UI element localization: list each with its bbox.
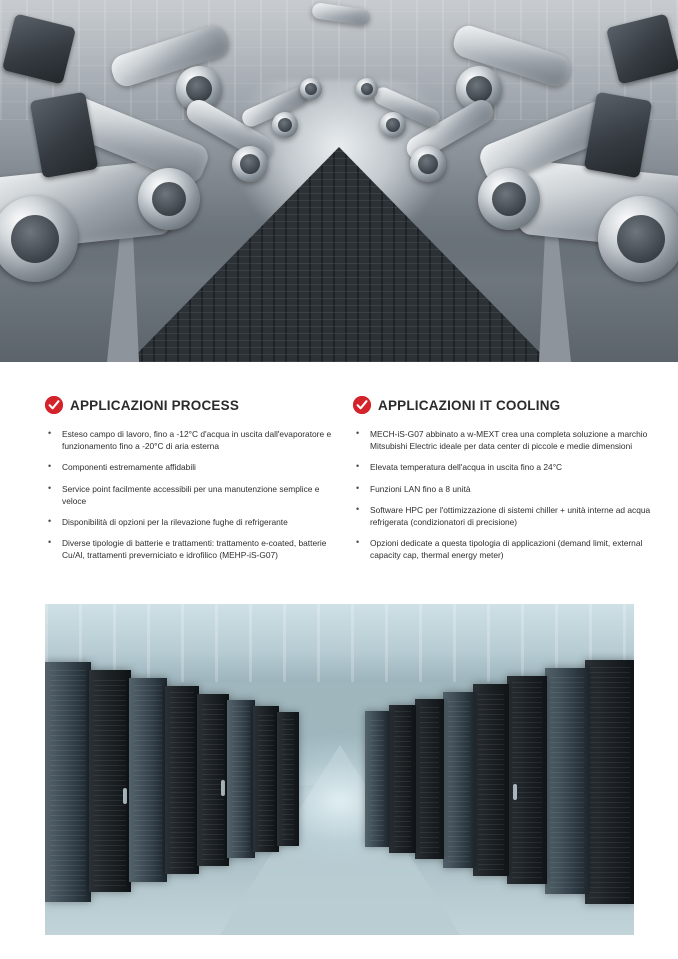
list-item: • Funzioni LAN fino a 8 unità [353,483,653,495]
server-rack-left-5 [197,694,229,866]
rack-vents [170,692,194,868]
rack-vents [512,682,542,878]
list-item: • Service point facilmente accessibili per una manutenzione semplice e veloce [45,483,335,507]
robot-joint-right-5 [380,112,406,138]
server-rack-right-2 [545,668,589,894]
rack-vents [134,684,162,876]
server-rack-right-3 [507,676,547,884]
robot-joint-left-5 [272,112,298,138]
list-item: • Diverse tipologie di batterie e trattamenti: trattamento e-coated, batterie Cu/Al, trattamenti preverniciato e idrofilico (MEHP-iS-G07) [45,537,335,561]
server-rack-right-7 [389,705,416,853]
list-item: • MECH-iS-G07 abbinato a w-MEXT crea una completa soluzione a marchio Mitsubishi Electric ideale per data center di piccole e medie dimensioni [353,428,653,452]
rack-vents [94,676,126,886]
robot-joint-right-2 [478,168,540,230]
section-title: APPLICAZIONI PROCESS [70,397,240,413]
rack-vents [370,717,384,841]
server-rack-right-8 [365,711,389,847]
robot-joint-right-1 [598,196,678,282]
server-rack-right-6 [415,699,444,859]
server-rack-right-1 [585,660,634,904]
bullet-list-it-cooling [353,428,653,562]
server-rack-left-2 [89,670,131,892]
rack-vents [282,718,294,840]
server-rack-left-6 [227,700,255,858]
rack-vents [394,711,411,847]
section-title: APPLICAZIONI IT COOLING [378,397,561,413]
server-rack-left-4 [165,686,199,874]
bullet-list-process [45,428,335,562]
list-item: • Disponibilità di opzioni per la rilevazione fughe di refrigerante [45,516,335,528]
rack-door-handle [513,784,517,800]
check-circle-icon [45,396,63,414]
column-applicazioni-process [45,396,335,571]
rack-vents [232,706,250,852]
list-item: • Opzioni dedicate a questa tipologia di applicazioni (demand limit, external capacity cap, thermal energy meter) [353,537,653,561]
rack-vents [478,690,504,870]
robot-joint-left-4 [232,146,268,182]
list-item: • Elevata temperatura dell'acqua in uscita fino a 24°C [353,461,653,473]
data-center-image [45,604,634,935]
server-rack-right-5 [443,692,475,868]
server-rack-left-1 [45,662,91,902]
robot-joint-center-left [300,78,322,100]
rack-door-handle [221,780,225,796]
rack-vents [50,668,86,896]
list-item: • Componenti estremamente affidabili [45,461,335,473]
rack-vents [258,712,274,846]
server-rack-left-8 [277,712,299,846]
server-rack-left-7 [253,706,279,852]
rack-vents [448,698,470,862]
rack-vents [420,705,439,853]
column-applicazioni-it-cooling [353,396,653,571]
robot-joint-left-2 [138,168,200,230]
check-circle-icon [353,396,371,414]
heading-applicazioni-it-cooling [353,396,653,414]
rack-door-handle [123,788,127,804]
robot-joint-right-4 [410,146,446,182]
robot-joint-center-right [356,78,378,100]
hero-image-robot-assembly-line [0,0,678,362]
server-rack-left-3 [129,678,167,882]
rack-vents [590,666,630,898]
rack-vents [550,674,584,888]
list-item: • Software HPC per l'ottimizzazione di sistemi chiller + unità interne ad acqua refrigerata (condizionatori di precisione) [353,504,653,528]
server-rack-right-4 [473,684,509,876]
list-item: • Esteso campo di lavoro, fino a -12°C d'acqua in uscita dall'evaporatore e funzionamento fino a -20°C di aria esterna [45,428,335,452]
heading-applicazioni-process [45,396,335,414]
features-section [0,362,678,600]
